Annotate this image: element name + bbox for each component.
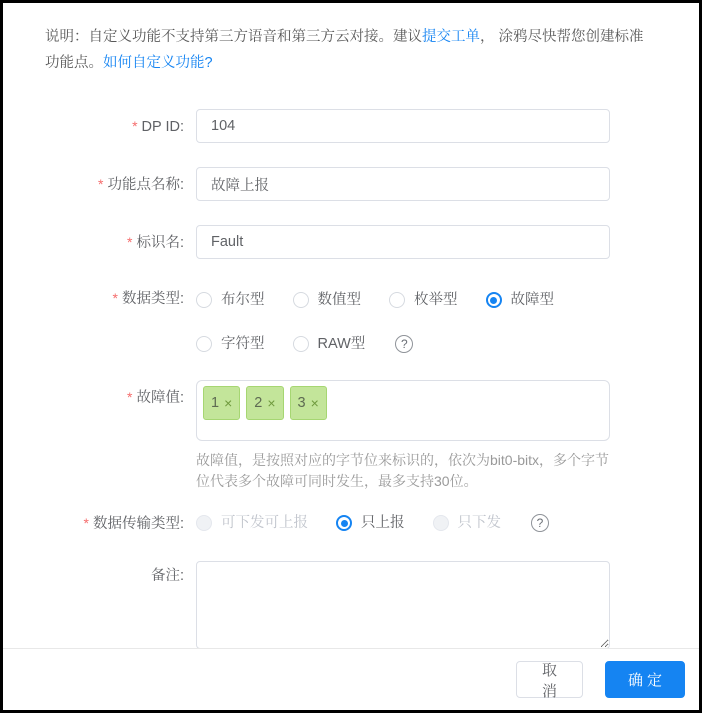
fault-tag: 3 × [290, 386, 327, 420]
notice-banner [3, 3, 699, 76]
tag-remove-icon[interactable]: × [267, 395, 276, 411]
radio-transfer-send-only: 只下发 [433, 513, 502, 533]
identifier-label: * 标识名: [127, 234, 184, 251]
radio-circle-icon[interactable] [196, 292, 212, 308]
radio-circle-icon-disabled [196, 515, 212, 531]
remark-label: 备注: [150, 568, 184, 584]
data-type-help-icon[interactable]: ? [395, 335, 413, 353]
remark-row [36, 561, 699, 654]
remark-textarea[interactable] [196, 561, 610, 649]
dialog-footer [3, 648, 699, 710]
radio-circle-icon[interactable] [196, 336, 212, 352]
radio-data-type-string[interactable]: 字符型 [196, 334, 265, 354]
required-asterisk: * [112, 290, 118, 306]
required-asterisk: * [127, 389, 133, 405]
required-asterisk: * [83, 515, 89, 531]
fault-tag: 2 × [246, 386, 283, 420]
radio-circle-icon-disabled [433, 515, 449, 531]
function-name-label: * 功能点名称: [98, 176, 184, 193]
radio-circle-icon-selected[interactable] [486, 292, 502, 308]
tag-remove-icon[interactable]: × [224, 395, 233, 411]
confirm-button[interactable]: 确定 [605, 661, 685, 698]
notice-text-1: 说明：自定义功能不支持第三方语音和第三方云对接。建议 [45, 29, 422, 45]
submit-ticket-link[interactable]: 提交工单 [422, 29, 480, 45]
radio-transfer-send-report: 可下发可上报 [196, 513, 308, 533]
radio-circle-icon-selected[interactable] [336, 515, 352, 531]
data-type-row [36, 283, 699, 354]
radio-data-type-raw[interactable]: RAW型 [293, 334, 366, 354]
dp-id-row [36, 109, 699, 144]
required-asterisk: * [98, 176, 104, 192]
radio-data-type-value[interactable]: 数值型 [293, 290, 362, 310]
required-asterisk: * [127, 234, 133, 250]
fault-value-label: * 故障值: [127, 389, 184, 406]
dp-id-label: * DP ID: [132, 118, 184, 135]
radio-circle-icon[interactable] [293, 336, 309, 352]
identifier-input[interactable] [196, 225, 610, 259]
radio-data-type-enum[interactable]: 枚举型 [389, 290, 458, 310]
tag-remove-icon[interactable]: × [310, 395, 319, 411]
transfer-type-help-icon[interactable]: ? [531, 514, 549, 532]
radio-transfer-report-only[interactable]: 只上报 [336, 513, 405, 533]
notice-text-2: ， 涂鸦尽快帮您创建标准功能点。 [45, 29, 644, 71]
fault-tag: 1 × [203, 386, 240, 420]
dp-id-input[interactable] [196, 109, 610, 143]
fault-value-row [36, 380, 699, 492]
transfer-type-row [36, 513, 699, 534]
transfer-type-label: * 数据传输类型: [83, 515, 184, 532]
radio-data-type-fault[interactable]: 故障型 [486, 290, 555, 310]
cancel-button[interactable]: 取消 [516, 661, 583, 698]
identifier-row [36, 225, 699, 260]
how-to-customize-link[interactable]: 如何自定义功能? [103, 55, 213, 71]
function-name-row [36, 167, 699, 202]
radio-data-type-bool[interactable]: 布尔型 [196, 290, 265, 310]
radio-circle-icon[interactable] [293, 292, 309, 308]
data-type-label: * 数据类型: [112, 290, 184, 307]
custom-function-form [3, 109, 699, 654]
radio-circle-icon[interactable] [389, 292, 405, 308]
required-asterisk: * [132, 118, 138, 134]
fault-value-help-text: 故障值，是按照对应的字节位来标识的，依次为bit0-bitx，多个字节位代表多个故障可同时发生，最多支持30位。 [196, 452, 610, 489]
fault-value-tags-input[interactable] [196, 380, 610, 441]
function-name-input[interactable] [196, 167, 610, 201]
